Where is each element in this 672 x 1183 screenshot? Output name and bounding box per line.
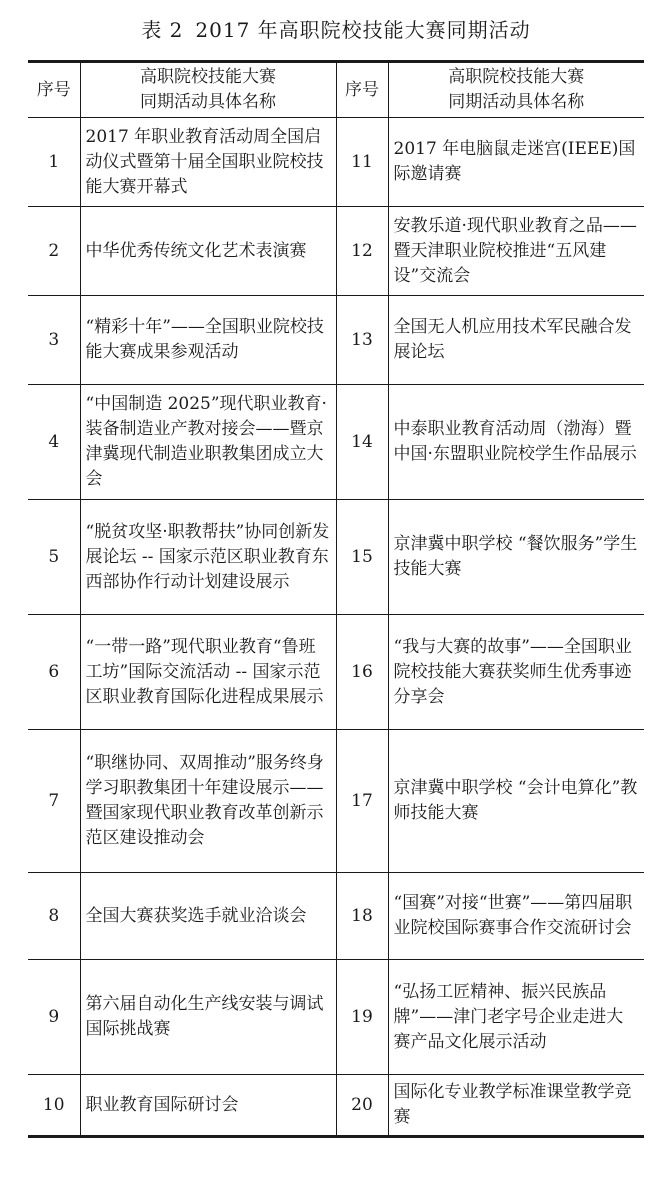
activity-name: “中国制造 2025”现代职业教育·装备制造业产教对接会——暨京津冀现代制造业职教集团成立大会 bbox=[80, 385, 336, 500]
activity-name: 安教乐道·现代职业教育之品——暨天津职业院校推进“五风建设”交流会 bbox=[388, 207, 644, 296]
header-name-line1: 高职院校技能大赛 bbox=[140, 67, 276, 87]
row-number: 14 bbox=[336, 385, 388, 500]
header-name-line2: 同期活动具体名称 bbox=[140, 92, 276, 112]
header-name-right bbox=[388, 62, 644, 118]
table-row bbox=[28, 960, 644, 1075]
table-row bbox=[28, 730, 644, 873]
activity-name: “弘扬工匠精神、振兴民族品牌”——津门老字号企业走进大赛产品文化展示活动 bbox=[388, 960, 644, 1075]
activity-name: “职继协同、双周推动”服务终身学习职教集团十年建设展示——暨国家现代职业教育改革创新示范区建设推动会 bbox=[80, 730, 336, 873]
row-number: 18 bbox=[336, 873, 388, 960]
table-row bbox=[28, 207, 644, 296]
activity-name: “国赛”对接“世赛”——第四届职业院校国际赛事合作交流研讨会 bbox=[388, 873, 644, 960]
activity-name: 京津冀中职学校 “餐饮服务”学生技能大赛 bbox=[388, 500, 644, 615]
activities-table bbox=[28, 60, 644, 1138]
table-title bbox=[0, 14, 672, 43]
row-number: 12 bbox=[336, 207, 388, 296]
table-header-row bbox=[28, 62, 644, 118]
row-number: 1 bbox=[28, 118, 80, 207]
row-number: 17 bbox=[336, 730, 388, 873]
header-name-line2: 同期活动具体名称 bbox=[448, 92, 585, 112]
table-row bbox=[28, 500, 644, 615]
row-number: 8 bbox=[28, 873, 80, 960]
activity-name: “一带一路”现代职业教育“鲁班工坊”国际交流活动 -- 国家示范区职业教育国际化进程成果展示 bbox=[80, 615, 336, 730]
table-row bbox=[28, 296, 644, 385]
activity-name: 国际化专业教学标准课堂教学竞赛 bbox=[388, 1075, 644, 1137]
table-row bbox=[28, 873, 644, 960]
row-number: 15 bbox=[336, 500, 388, 615]
row-number: 10 bbox=[28, 1075, 80, 1137]
row-number: 3 bbox=[28, 296, 80, 385]
activity-name: 2017 年电脑鼠走迷宫(IEEE)国际邀请赛 bbox=[388, 118, 644, 207]
table-title-label: 表 2 bbox=[141, 18, 184, 42]
row-number: 13 bbox=[336, 296, 388, 385]
header-name-line1: 高职院校技能大赛 bbox=[448, 67, 585, 87]
activity-name: 职业教育国际研讨会 bbox=[80, 1075, 336, 1137]
activity-name: 京津冀中职学校 “会计电算化”教师技能大赛 bbox=[388, 730, 644, 873]
row-number: 9 bbox=[28, 960, 80, 1075]
row-number: 20 bbox=[336, 1075, 388, 1137]
row-number: 4 bbox=[28, 385, 80, 500]
activity-name: 全国大赛获奖选手就业洽谈会 bbox=[80, 873, 336, 960]
table-row bbox=[28, 1075, 644, 1137]
header-name-left bbox=[80, 62, 336, 118]
row-number: 16 bbox=[336, 615, 388, 730]
row-number: 11 bbox=[336, 118, 388, 207]
activity-name: 2017 年职业教育活动周全国启动仪式暨第十届全国职业院校技能大赛开幕式 bbox=[80, 118, 336, 207]
table-title-text: 2017 年高职院校技能大赛同期活动 bbox=[195, 18, 531, 42]
activity-name: 中泰职业教育活动周（渤海）暨中国·东盟职业院校学生作品展示 bbox=[388, 385, 644, 500]
row-number: 2 bbox=[28, 207, 80, 296]
header-no-right: 序号 bbox=[336, 62, 388, 118]
row-number: 5 bbox=[28, 500, 80, 615]
row-number: 6 bbox=[28, 615, 80, 730]
table-row bbox=[28, 615, 644, 730]
activity-name: “脱贫攻坚·职教帮扶”协同创新发展论坛 -- 国家示范区职业教育东西部协作行动计划建设展示 bbox=[80, 500, 336, 615]
table-row bbox=[28, 385, 644, 500]
activity-name: 中华优秀传统文化艺术表演赛 bbox=[80, 207, 336, 296]
header-no-left: 序号 bbox=[28, 62, 80, 118]
table-row bbox=[28, 118, 644, 207]
row-number: 7 bbox=[28, 730, 80, 873]
row-number: 19 bbox=[336, 960, 388, 1075]
activity-name: “精彩十年”——全国职业院校技能大赛成果参观活动 bbox=[80, 296, 336, 385]
activity-name: 全国无人机应用技术军民融合发展论坛 bbox=[388, 296, 644, 385]
activity-name: “我与大赛的故事”——全国职业院校技能大赛获奖师生优秀事迹分享会 bbox=[388, 615, 644, 730]
activity-name: 第六届自动化生产线安装与调试国际挑战赛 bbox=[80, 960, 336, 1075]
